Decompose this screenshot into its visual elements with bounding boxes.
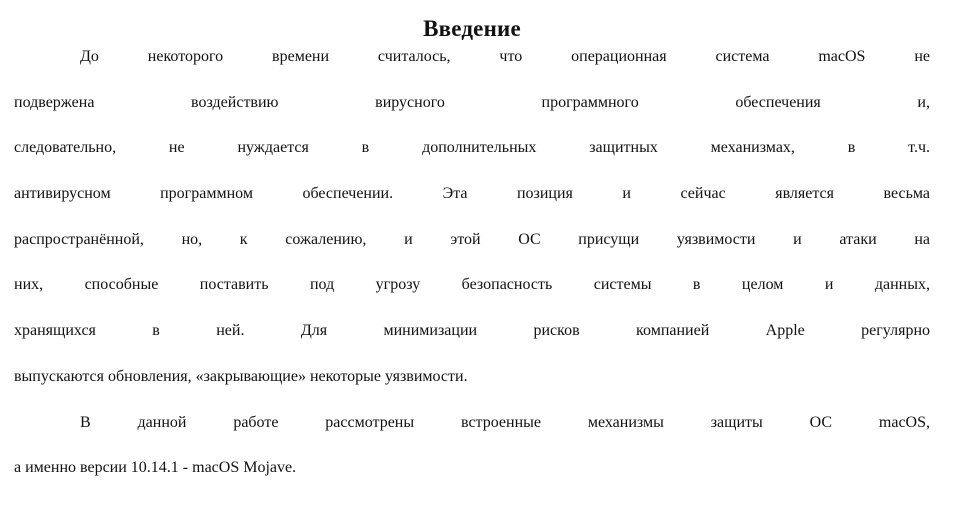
text-line: выпускаются обновления, «закрывающие» некоторые уязвимости. [14, 367, 468, 385]
text-line: следовательно, не нуждается в дополнительных защитных механизмах, в т.ч. [14, 139, 930, 157]
section-title: Введение [423, 16, 521, 41]
document-page [14, 10, 930, 505]
text-line: них, способные поставить под угрозу безопасность системы в целом и данных, [14, 276, 930, 294]
paragraph-2 [14, 414, 930, 505]
text-line: хранящихся в ней. Для минимизации рисков компанией Apple регулярно [14, 322, 930, 340]
text-line: антивирусном программном обеспечении. Эта позиция и сейчас является весьма [14, 185, 930, 203]
paragraph-1 [14, 48, 930, 414]
text-line: распространённой, но, к сожалению, и этой ОС присущи уязвимости и атаки на [14, 230, 930, 248]
text-line: До некоторого времени считалось, что операционная система macOS не [80, 48, 930, 65]
text-line: подвержена воздействию вирусного программного обеспечения и, [14, 93, 930, 111]
text-line: В данной работе рассмотрены встроенные механизмы защиты ОС macOS, [80, 413, 930, 431]
text-line: а именно версии 10.14.1 - macOS Mojave. [14, 459, 297, 477]
